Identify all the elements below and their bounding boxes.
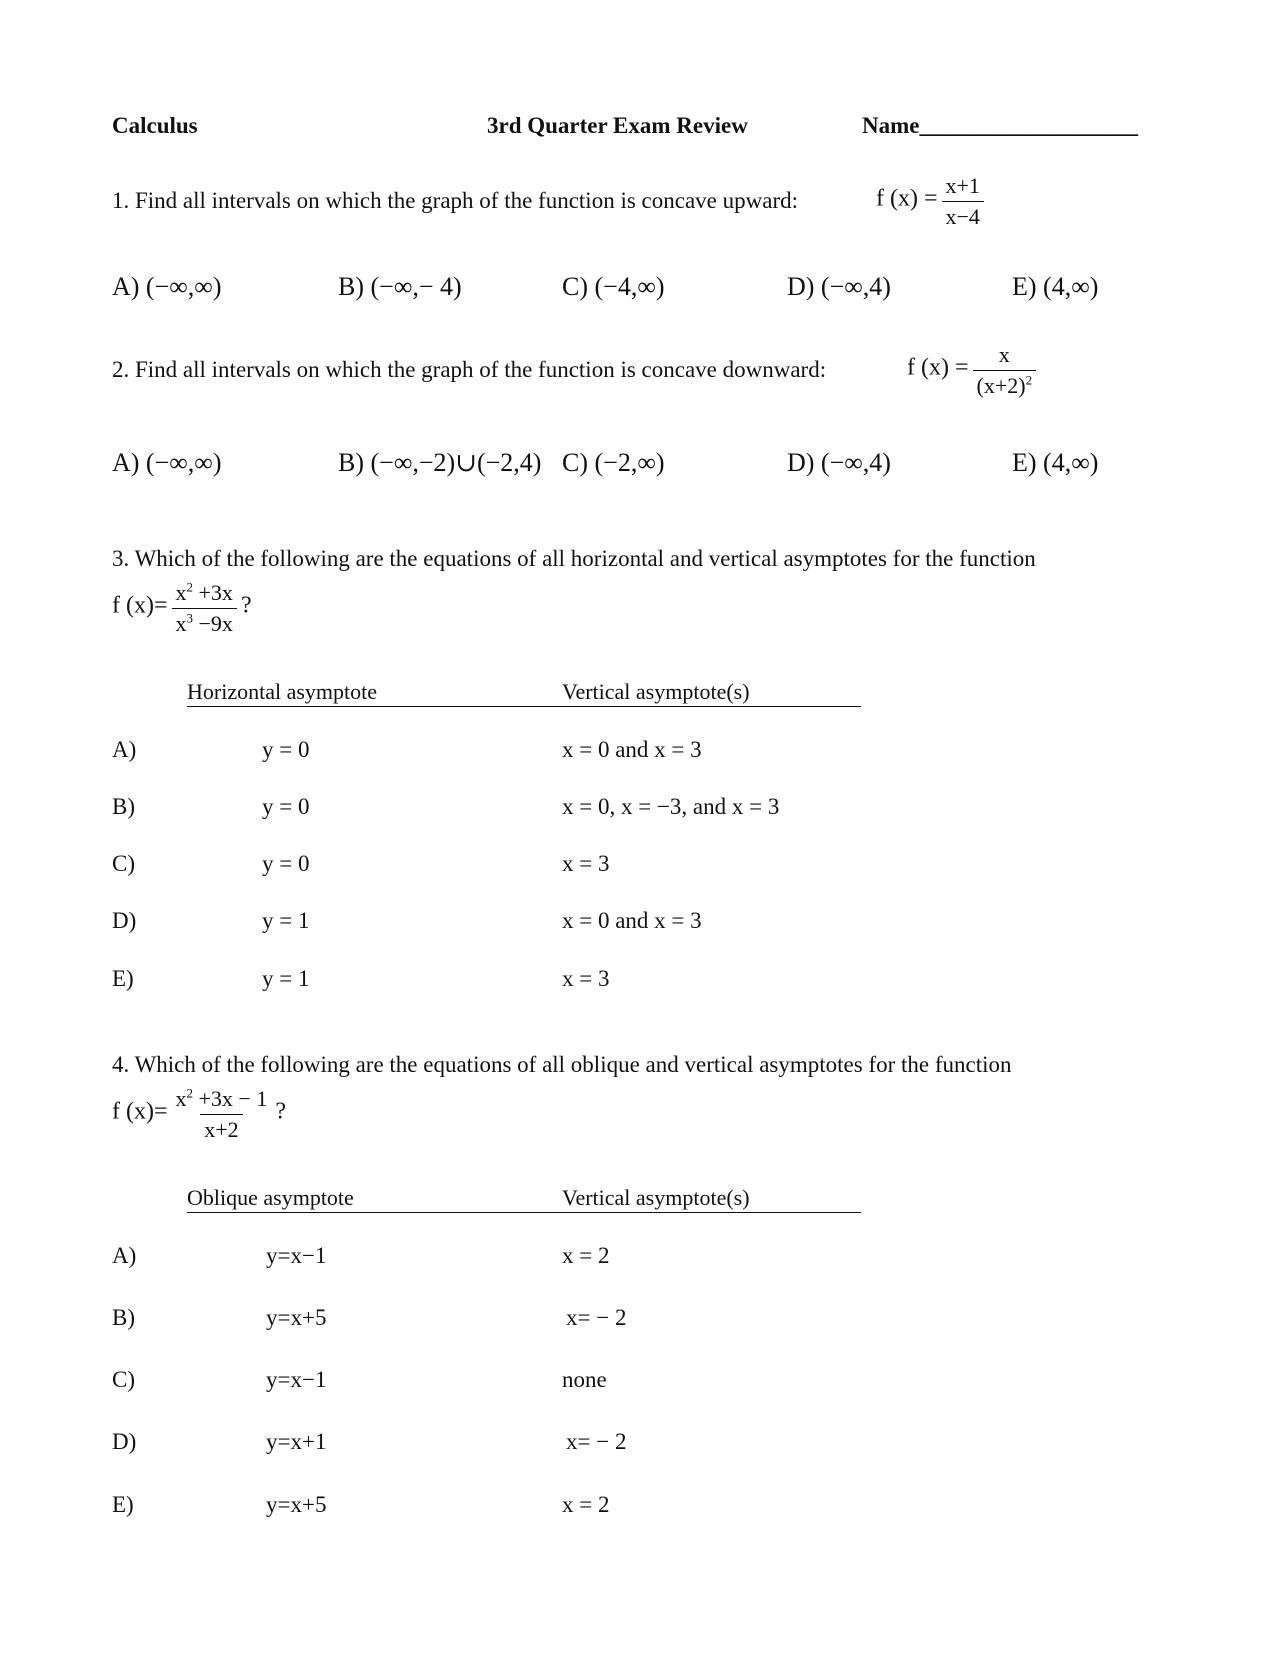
q3-den-base: x <box>175 611 187 637</box>
q4-row-c-oblique: y=x−1 <box>266 1367 327 1392</box>
q4-prompt: 4. Which of the following are the equations of all oblique and vertical asymptotes for the function <box>112 1052 1012 1077</box>
q4-row-d-vertical: x= − 2 <box>566 1429 627 1454</box>
q3-question-mark: ? <box>240 592 252 619</box>
q3-row-a-vertical: x = 0 and x = 3 <box>562 737 702 762</box>
q1-function <box>876 173 984 231</box>
q3-row-d-label[interactable]: D) <box>112 908 137 933</box>
exam-title: 3rd Quarter Exam Review <box>487 113 748 138</box>
q3-col-vertical: Vertical asymptote(s) <box>535 679 861 707</box>
q4-num-exponent: 2 <box>186 1085 194 1101</box>
q4-fx: f (x)= <box>112 1098 168 1125</box>
q2-fx: f (x) = <box>907 354 969 381</box>
q2-denominator-exponent: 2 <box>1025 373 1033 389</box>
q1-fx: f (x) = <box>876 185 938 212</box>
q3-row-d-vertical: x = 0 and x = 3 <box>562 908 702 933</box>
q3-den-rest: −9x <box>193 611 233 637</box>
q3-fx: f (x)= <box>112 592 168 619</box>
q3-row-a-label[interactable]: A) <box>112 737 137 762</box>
q4-denominator: x+2 <box>200 1114 242 1143</box>
q4-row-d-oblique: y=x+1 <box>266 1429 327 1454</box>
q2-option-b[interactable]: B) (−∞,−2)∪(−2,4) <box>338 448 542 477</box>
q2-numerator: x <box>998 342 1010 367</box>
q4-row-c-vertical: none <box>562 1367 607 1392</box>
q3-prompt: 3. Which of the following are the equations of all horizontal and vertical asymptotes for the function <box>112 546 1036 571</box>
q4-col-vertical: Vertical asymptote(s) <box>535 1185 861 1213</box>
q3-numerator <box>172 580 237 608</box>
q4-row-a-label[interactable]: A) <box>112 1243 137 1268</box>
q3-denominator <box>172 608 237 637</box>
q1-prompt: 1. Find all intervals on which the graph of the function is concave upward: <box>112 188 798 213</box>
q3-row-b-vertical: x = 0, x = −3, and x = 3 <box>562 794 780 819</box>
q4-question-mark: ? <box>275 1098 286 1125</box>
q3-num-base: x <box>175 580 187 605</box>
q3-row-d-horizontal: y = 1 <box>262 908 310 933</box>
q3-row-e-label[interactable]: E) <box>112 966 134 991</box>
q2-option-a[interactable]: A) (−∞,∞) <box>112 448 222 477</box>
q2-denominator <box>973 370 1037 399</box>
q4-col-oblique: Oblique asymptote <box>187 1185 535 1213</box>
q4-row-e-label[interactable]: E) <box>112 1492 134 1517</box>
q3-num-rest: +3x <box>193 580 233 605</box>
q2-fraction <box>973 342 1037 400</box>
q3-row-e-horizontal: y = 1 <box>262 966 310 991</box>
q4-row-a-oblique: y=x−1 <box>266 1243 327 1268</box>
q3-row-b-horizontal: y = 0 <box>262 794 310 819</box>
q4-row-c-label[interactable]: C) <box>112 1367 135 1392</box>
q4-row-a-vertical: x = 2 <box>562 1243 610 1268</box>
q3-row-c-horizontal: y = 0 <box>262 851 310 876</box>
q1-numerator: x+1 <box>945 173 980 198</box>
q4-row-e-oblique: y=x+5 <box>266 1492 327 1517</box>
q4-row-e-vertical: x = 2 <box>562 1492 610 1517</box>
q3-row-a-horizontal: y = 0 <box>262 737 310 762</box>
q1-option-b[interactable]: B) (−∞,− 4) <box>338 272 462 301</box>
q3-num-exponent: 2 <box>186 579 194 595</box>
q4-row-b-label[interactable]: B) <box>112 1305 135 1330</box>
q1-option-a[interactable]: A) (−∞,∞) <box>112 272 222 301</box>
q4-row-b-vertical: x= − 2 <box>566 1305 627 1330</box>
q2-prompt: 2. Find all intervals on which the graph of the function is concave downward: <box>112 357 827 382</box>
name-line: Name___________________ <box>862 113 1138 138</box>
q1-option-c[interactable]: C) (−4,∞) <box>562 272 665 301</box>
q1-denominator: x−4 <box>942 201 984 230</box>
q1-option-d[interactable]: D) (−∞,4) <box>787 272 891 301</box>
q4-fraction <box>172 1086 272 1144</box>
q4-numerator <box>172 1086 272 1114</box>
q3-col-horizontal: Horizontal asymptote <box>187 679 535 707</box>
q3-den-exponent: 3 <box>186 611 194 627</box>
course-title: Calculus <box>112 113 198 138</box>
q2-option-d[interactable]: D) (−∞,4) <box>787 448 891 477</box>
q3-fraction <box>172 580 237 638</box>
q1-option-e[interactable]: E) (4,∞) <box>1012 272 1099 301</box>
q3-function <box>112 580 252 638</box>
q4-row-d-label[interactable]: D) <box>112 1429 137 1454</box>
q4-row-b-oblique: y=x+5 <box>266 1305 327 1330</box>
q3-row-c-label[interactable]: C) <box>112 851 135 876</box>
q3-row-b-label[interactable]: B) <box>112 794 135 819</box>
q2-option-c[interactable]: C) (−2,∞) <box>562 448 665 477</box>
q4-num-rest: +3x − 1 <box>193 1086 268 1111</box>
q3-row-e-vertical: x = 3 <box>562 966 610 991</box>
q1-fraction <box>942 173 984 231</box>
q4-function <box>112 1086 286 1144</box>
q4-num-base: x <box>175 1086 187 1111</box>
q2-option-e[interactable]: E) (4,∞) <box>1012 448 1099 477</box>
q2-function <box>907 342 1036 400</box>
q3-row-c-vertical: x = 3 <box>562 851 610 876</box>
q2-denominator-base: (x+2) <box>976 373 1026 399</box>
